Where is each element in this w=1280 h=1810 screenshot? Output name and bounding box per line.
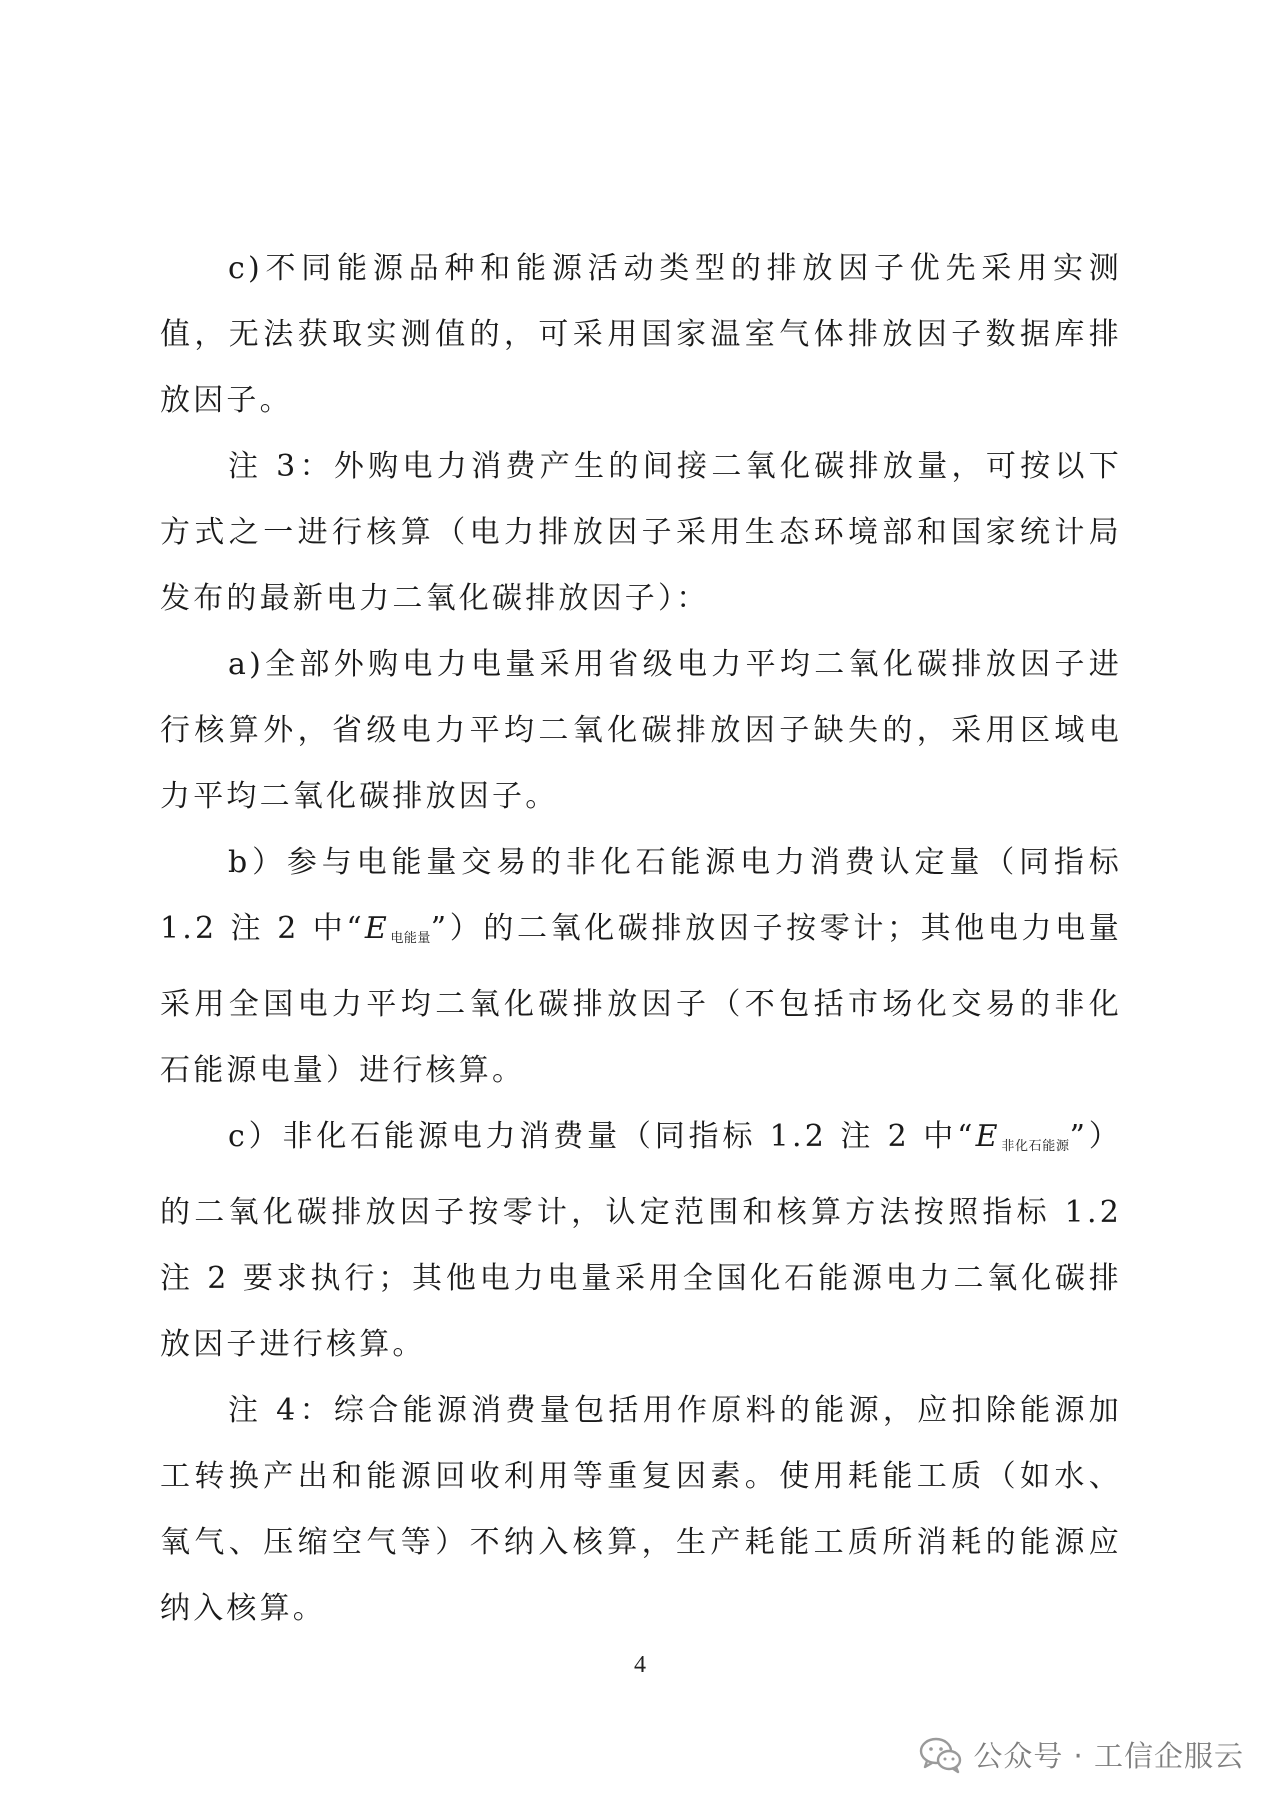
- wechat-watermark: [919, 1734, 1244, 1775]
- paragraph-note-4: 注 4：综合能源消费量包括用作原料的能源，应扣除能源加工转换产出和能源回收利用等重复因素。使用耗能工质（如水、氧气、压缩空气等）不纳入核算，生产耗能工质所消耗的能源应纳入核算。: [160, 1393, 1122, 1626]
- paragraph-item-c-non-fossil: [160, 1104, 1122, 1378]
- paragraph-item-c-emission-factors: c)不同能源品种和能源活动类型的排放因子优先采用实测值，无法获取实测值的，可采用国家温室气体排放因子数据库排放因子。: [160, 251, 1122, 418]
- item-c-text-end: ”）的二氧化碳排放因子按零计，认定范围和核算方法按照指标 1.2 注 2 要求执行；其他电力电量采用全国化石能源电力二氧化碳排放因子进行核算。: [160, 1119, 1122, 1362]
- item-c-math-subscript: 非化石能源: [1000, 1139, 1070, 1154]
- item-b-text-end: ”）的二氧化碳排放因子按零计；其他电力电量采用全国电力平均二氧化碳排放因子（不包括市场化交易的非化石能源电量）进行核算。: [160, 911, 1122, 1088]
- item-c-text-start: c）非化石能源电力消费量（同指标 1.2 注 2 中“: [228, 1119, 976, 1154]
- item-b-math-variable: E: [364, 911, 391, 946]
- paragraph-item-b: [160, 830, 1122, 1104]
- paragraph-item-a: a)全部外购电力电量采用省级电力平均二氧化碳排放因子进行核算外，省级电力平均二氧化碳排放因子缺失的，采用区域电力平均二氧化碳排放因子。: [160, 647, 1122, 814]
- paragraph-note-3: 注 3：外购电力消费产生的间接二氧化碳排放量，可按以下方式之一进行核算（电力排放因子采用生态环境部和国家统计局发布的最新电力二氧化碳排放因子）：: [160, 449, 1122, 616]
- document-body: [160, 236, 1122, 1642]
- item-b-math-subscript: 电能量: [390, 931, 431, 946]
- wechat-logo-icon: [919, 1736, 963, 1774]
- watermark-text: 公众号 · 工信企服云: [973, 1739, 1244, 1773]
- page-number: 4: [634, 1652, 646, 1678]
- item-c-math-variable: E: [975, 1119, 1001, 1154]
- item-b-text-start: b）参与电能量交易的非化石能源电力消费认定量（同指标1.2 注 2 中“: [160, 845, 1122, 946]
